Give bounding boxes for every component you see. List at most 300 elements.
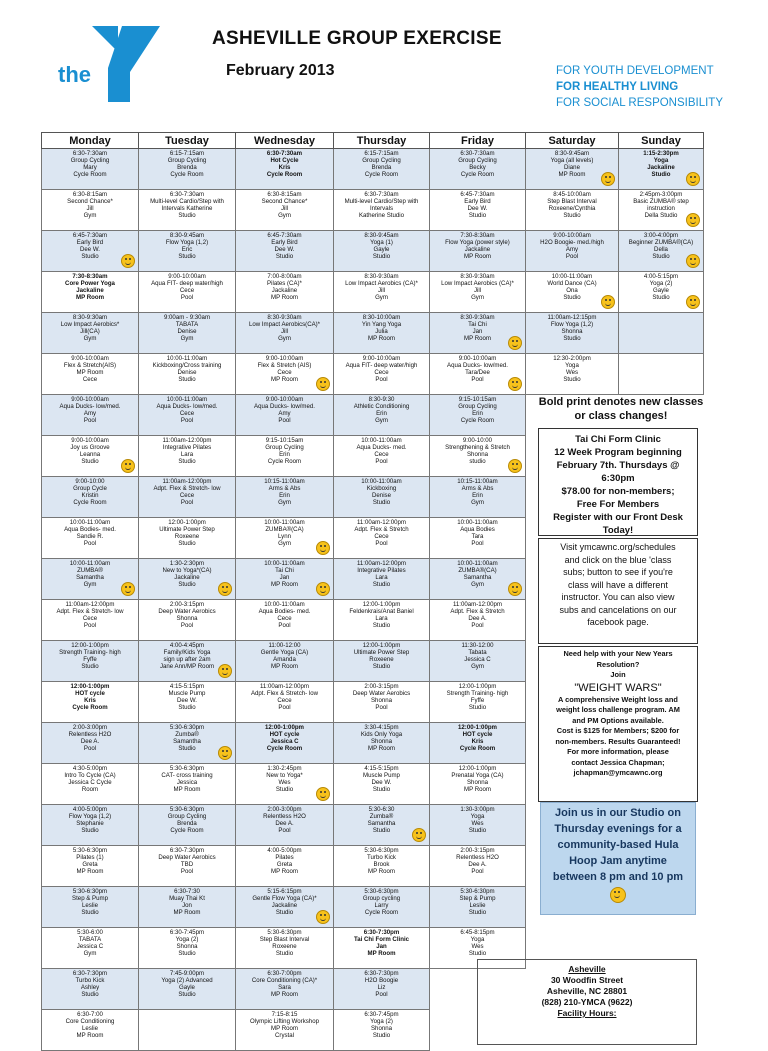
- class-cell-line: 11:00am-12:00pm: [162, 478, 212, 485]
- class-cell-line: TABATA: [175, 321, 199, 328]
- class-cell: [430, 805, 526, 846]
- class-cell: [139, 354, 236, 395]
- resolution-line: Resolution?: [596, 659, 640, 669]
- class-cell-line: Gym: [278, 499, 291, 506]
- class-cell-line: Cycle Room: [267, 458, 302, 465]
- class-cell-line: Wes: [471, 943, 484, 950]
- class-cell-line: Core Conditioning (CA)*: [251, 977, 318, 984]
- class-cell-line: Cycle Room: [266, 745, 303, 752]
- day-header-friday: Friday: [430, 133, 526, 149]
- class-cell: [430, 723, 526, 764]
- tai-chi-clinic-box: [538, 428, 698, 536]
- class-cell: [139, 928, 236, 969]
- class-cell-line: Yoga: [565, 362, 579, 369]
- class-cell-line: Leslie: [82, 902, 98, 909]
- class-cell-line: Relentless H2O: [263, 813, 306, 820]
- class-cell: [42, 272, 139, 313]
- hula-line: Hoop Jam anytime: [569, 855, 667, 867]
- smiley-icon: [316, 910, 330, 924]
- class-cell-line: Erin: [279, 451, 290, 458]
- class-cell-line: Tara/Dee: [465, 369, 490, 376]
- class-cell: [42, 764, 139, 805]
- class-cell-line: Multi-level Cardio/Step with: [344, 198, 419, 205]
- class-cell-line: Pool: [278, 827, 291, 834]
- class-cell-line: Pool: [565, 253, 579, 260]
- class-cell-line: 10:00-11:00am: [457, 519, 498, 526]
- class-cell-line: 6:30-7:45pm: [169, 929, 205, 936]
- class-cell-line: Studio: [178, 704, 196, 711]
- class-cell-line: Studio: [468, 827, 487, 834]
- class-cell-line: 6:30-8:15am: [72, 191, 108, 198]
- class-cell: [139, 969, 236, 1010]
- class-cell: [42, 559, 139, 600]
- class-cell-line: CAT- cross training: [161, 772, 213, 779]
- class-cell-line: 5:30-6:30pm: [169, 724, 205, 731]
- class-cell-line: MP Room: [464, 335, 491, 342]
- class-cell-line: 6:30-7:30am: [72, 150, 108, 157]
- address-box: [477, 959, 697, 1045]
- class-cell-line: 1:30-2:45pm: [267, 765, 302, 772]
- class-cell: [42, 1010, 139, 1051]
- class-cell: [430, 600, 526, 641]
- class-cell: [430, 313, 526, 354]
- class-cell-line: Prenatal Yoga (CA): [451, 772, 504, 779]
- class-cell-line: 6:30-7:30pm: [363, 929, 400, 936]
- class-cell-line: 8:30-9:30am: [267, 314, 302, 321]
- class-cell-line: Roxeene/Cynthia: [548, 205, 596, 212]
- class-cell-line: Gym: [278, 540, 291, 547]
- class-cell: [236, 641, 334, 682]
- class-cell-line: Yoga (all levels): [550, 157, 594, 164]
- class-cell: [139, 559, 236, 600]
- class-cell-line: Feldenkrais/Anat Baniel: [349, 608, 414, 615]
- class-cell-line: Multi-level Cardio/Step with: [150, 198, 224, 205]
- smiley-icon: [218, 746, 232, 760]
- class-cell-line: Core Conditioning: [65, 1018, 115, 1025]
- class-cell: [619, 272, 704, 313]
- class-cell-line: Low Impact Aerobics(CA)*: [248, 321, 321, 328]
- class-cell: [236, 764, 334, 805]
- class-cell-line: 2:00-3:15pm: [364, 683, 399, 690]
- class-cell-line: Brenda: [371, 164, 392, 171]
- class-cell: [526, 354, 619, 395]
- class-cell-line: Yoga (2): [649, 280, 673, 287]
- class-cell-line: Cece: [179, 287, 195, 294]
- class-cell: [334, 1010, 430, 1051]
- class-cell-line: Flow Yoga (1,2): [165, 239, 209, 246]
- class-cell: [430, 887, 526, 928]
- class-cell-line: Fyffe: [470, 697, 485, 704]
- class-cell-line: Kristin: [81, 492, 99, 499]
- hula-line: Thursday evenings for a: [554, 823, 682, 835]
- class-cell: [42, 190, 139, 231]
- class-cell-line: Wes: [278, 779, 291, 786]
- class-cell: [430, 846, 526, 887]
- class-cell-line: 10:00-11:00am: [166, 355, 208, 362]
- class-cell-line: MP Room: [173, 786, 201, 793]
- resolution-line: Join: [610, 670, 626, 679]
- class-cell: [334, 928, 430, 969]
- class-cell-line: Amy: [565, 246, 579, 253]
- smiley-icon: [316, 582, 330, 596]
- class-cell-line: 11:00am-12:00pm: [259, 683, 309, 690]
- class-cell-line: 12:00-1:00pm: [362, 642, 401, 649]
- class-cell: [430, 559, 526, 600]
- smiley-icon: [316, 377, 330, 391]
- class-cell-line: 2:45pm-3:00pm: [639, 191, 683, 198]
- day-header-thursday: Thursday: [334, 133, 430, 149]
- class-cell-line: Leslie: [469, 902, 486, 909]
- class-cell-line: Studio: [563, 294, 581, 301]
- facility-hours-label: Facility Hours:: [557, 1008, 617, 1018]
- smiley-icon: [508, 336, 522, 350]
- tagline-line: FOR SOCIAL RESPONSIBILITY: [556, 97, 724, 109]
- class-cell-line: Low Impact Aerobics (CA)*: [345, 280, 418, 287]
- class-cell-line: 5:30-6:30pm: [267, 929, 302, 936]
- class-cell-line: Cycle Room: [170, 171, 204, 178]
- class-cell-line: Tai Chi Form Clinic: [353, 936, 410, 943]
- class-cell-line: Step Blast Interval: [259, 936, 310, 943]
- class-cell-line: Dee A.: [80, 738, 100, 745]
- class-cell: [139, 395, 236, 436]
- class-cell-line: Cece: [374, 451, 389, 458]
- class-cell-line: Cycle Room: [73, 499, 107, 506]
- class-cell-line: Pilates (1): [76, 854, 104, 861]
- class-cell-line: Greta: [82, 861, 98, 868]
- class-cell-line: Cece: [179, 492, 195, 499]
- class-cell-line: Denise: [372, 492, 391, 499]
- visit-line: class will have a different: [568, 579, 668, 590]
- class-cell-line: Eric: [181, 246, 193, 253]
- taichi-line: Register with our Front Desk: [553, 512, 683, 523]
- class-cell-line: Yoga (2) Advanced: [161, 977, 213, 984]
- smiley-icon: [686, 213, 700, 227]
- taichi-line: 12 Week Program beginning: [554, 447, 682, 458]
- class-cell-line: 6:15-7:15am: [169, 150, 205, 157]
- class-cell-line: Stephanie: [76, 820, 104, 827]
- smiley-icon: [218, 664, 232, 678]
- class-cell: [430, 395, 526, 436]
- class-cell-line: 10:00-11:00am: [166, 396, 208, 403]
- class-cell-line: Intervals Katherine: [161, 205, 213, 212]
- class-cell-line: Liz: [377, 984, 386, 991]
- class-cell-line: Studio: [468, 909, 487, 916]
- class-cell-line: 9:00-10:00am: [168, 273, 206, 280]
- class-cell-line: Family/Kids Yoga: [163, 649, 211, 656]
- class-cell-line: Jill: [473, 287, 482, 294]
- class-cell-line: Dee W.: [274, 246, 295, 253]
- class-cell-line: Studio: [178, 458, 196, 465]
- class-cell-line: 6:30-7:30am: [364, 191, 399, 198]
- class-cell-line: Brenda: [177, 164, 197, 171]
- class-cell-line: Yin Yang Yoga: [361, 321, 402, 328]
- class-cell-line: Aqua Ducks- med.: [356, 444, 407, 451]
- class-cell-line: Lara: [375, 574, 388, 581]
- class-cell-line: Yoga (2): [175, 936, 199, 943]
- page-month: February 2013: [226, 62, 335, 79]
- class-cell: [236, 272, 334, 313]
- class-cell-line: 6:30-7:00pm: [267, 970, 302, 977]
- class-cell-line: MP Room: [271, 294, 298, 301]
- class-cell-line: Kris: [84, 697, 96, 704]
- class-cell-line: 2:00-3:00pm: [267, 806, 302, 813]
- class-cell-line: Larry: [374, 902, 389, 909]
- class-cell-line: Adpt. Flex & Stretch: [354, 526, 409, 533]
- weight-line: and PM Options available.: [572, 715, 664, 725]
- class-cell-line: Studio: [178, 581, 196, 588]
- class-cell-line: Early Bird: [271, 239, 298, 246]
- class-cell-line: Aqua Ducks- low/med.: [254, 403, 315, 410]
- class-cell: [619, 149, 704, 190]
- class-cell-line: Cece: [374, 533, 389, 540]
- class-cell-line: 6:30-7:30am: [460, 150, 495, 157]
- class-cell: [334, 231, 430, 272]
- class-cell-line: 11:00am-12:00pm: [162, 437, 212, 444]
- class-cell-line: Gym: [471, 663, 484, 670]
- class-cell-line: Studio: [468, 950, 487, 957]
- class-cell-line: Pool: [278, 704, 291, 711]
- class-cell-line: 9:00-10:00am: [458, 355, 497, 362]
- class-cell-line: Shonna: [466, 779, 488, 786]
- class-cell-line: Integrative Pilates: [357, 567, 406, 574]
- class-cell-line: Pool: [278, 417, 291, 424]
- class-cell-line: 4:00-4:45pm: [169, 642, 205, 649]
- class-cell-line: 11:00am-12:00pm: [65, 601, 115, 608]
- schedule-row: [42, 272, 704, 313]
- class-cell-line: Studio: [563, 376, 581, 383]
- class-cell-line: Pool: [471, 376, 484, 383]
- class-cell: [334, 969, 430, 1010]
- class-cell-line: Hot Cycle: [270, 157, 299, 164]
- class-cell-line: 9:00-10:00am: [71, 396, 109, 403]
- class-cell-line: Della Studio: [644, 212, 678, 219]
- class-cell-line: 10:00-11:00am: [551, 273, 593, 280]
- class-cell-line: Pool: [471, 540, 484, 547]
- class-cell-line: 12:00-1:00pm: [458, 724, 497, 731]
- class-cell-line: Group Cycle: [73, 485, 107, 492]
- class-cell-line: Aqua Bodies- med.: [258, 608, 311, 615]
- class-cell-line: Cycle Room: [364, 171, 399, 178]
- visit-line: and click on the blue 'class: [564, 554, 672, 565]
- class-cell-line: 6:45-7:30am: [267, 232, 302, 239]
- class-cell-line: 9:00-10:00am: [553, 232, 591, 239]
- class-cell-line: Low Impact Aerobics*: [60, 321, 120, 328]
- class-cell-line: Sara: [278, 984, 291, 991]
- class-cell: [236, 477, 334, 518]
- class-cell: [139, 518, 236, 559]
- class-cell: [334, 641, 430, 682]
- smiley-icon: [601, 172, 615, 186]
- class-cell-line: 2:00-3:15pm: [169, 601, 205, 608]
- class-cell-line: Yoga (1): [370, 239, 393, 246]
- class-cell-line: 11:00am-12:00pm: [356, 519, 406, 526]
- class-cell-line: 7:15-8:15: [271, 1011, 298, 1018]
- class-cell-line: Pool: [180, 499, 194, 506]
- class-cell-line: Beginner ZUMBA®(CA): [628, 239, 694, 246]
- class-cell-line: Studio: [372, 663, 391, 670]
- class-cell-line: 12:00-1:00pm: [458, 683, 497, 690]
- smiley-icon: [121, 582, 135, 596]
- smiley-icon: [121, 459, 135, 473]
- weight-line: contact Jessica Chapman;: [571, 757, 665, 767]
- taichi-line: 6:30pm: [601, 473, 635, 484]
- class-cell-line: Julia: [375, 328, 388, 335]
- class-cell-line: Shonna: [370, 697, 392, 704]
- schedule-row: [42, 149, 704, 190]
- class-cell-line: Lara: [375, 615, 388, 622]
- class-cell-line: Intervals: [369, 205, 394, 212]
- smiley-icon: [686, 172, 700, 186]
- class-cell-line: Deep Water Aerobics: [158, 608, 216, 615]
- svg-text:YMCA: YMCA: [133, 72, 148, 94]
- taichi-line: Free For Members: [576, 499, 660, 510]
- class-cell: [139, 846, 236, 887]
- class-cell: [430, 149, 526, 190]
- class-cell: [42, 846, 139, 887]
- class-cell-line: Deep Water Aerobics: [352, 690, 411, 697]
- class-cell-line: Gym: [83, 335, 97, 342]
- class-cell-line: 1:30-3:00pm: [460, 806, 495, 813]
- class-cell-line: 11:00am-12:00pm: [356, 560, 406, 567]
- class-cell-line: 4:15-5:15pm: [169, 683, 205, 690]
- class-cell: [430, 764, 526, 805]
- bold-print-note: Bold print denotes new classes or class changes!: [538, 396, 704, 422]
- class-cell-line: HOT cycle: [462, 731, 493, 738]
- class-cell: [139, 641, 236, 682]
- class-cell-line: Jill: [86, 205, 94, 212]
- class-cell-line: 12:00-1:00pm: [458, 765, 497, 772]
- class-cell-line: Pool: [83, 745, 97, 752]
- smiley-icon: [508, 459, 522, 473]
- weight-line: weight loss challenge program. AM: [556, 705, 680, 714]
- class-cell-line: MP Room: [173, 909, 201, 916]
- class-cell-line: MP Room: [368, 868, 395, 875]
- class-cell-line: Cece: [82, 615, 98, 622]
- address-city: Asheville, NC 28801: [546, 986, 628, 996]
- class-cell-line: Leslie: [82, 1025, 98, 1032]
- class-cell-line: Jessica: [176, 779, 198, 786]
- class-cell-line: Step & Pump: [459, 895, 496, 902]
- weight-line: jchapman@ymcawnc.org: [573, 768, 663, 777]
- class-cell-line: Intro To Cycle (CA): [64, 772, 116, 779]
- class-cell-line: 9:15-10:15am: [265, 437, 304, 444]
- class-cell-line: Studio: [178, 540, 196, 547]
- class-cell-line: Muscle Pump: [363, 772, 400, 779]
- class-cell: [236, 682, 334, 723]
- class-cell-line: 6:30-7:30pm: [72, 970, 108, 977]
- class-cell: [139, 231, 236, 272]
- class-cell-line: Cece: [82, 376, 98, 383]
- class-cell-line: Kickboxing/Cross training: [152, 362, 222, 369]
- class-cell-line: MP Room: [367, 950, 396, 957]
- class-cell-line: Jackaline: [271, 902, 298, 909]
- class-cell-line: Group Cycling: [362, 157, 401, 164]
- class-cell-line: Group Cycling: [458, 403, 497, 410]
- class-cell-line: Gym: [375, 417, 388, 424]
- class-cell-line: Strength Training- high: [59, 649, 121, 656]
- class-cell: [139, 272, 236, 313]
- class-cell-line: Jan: [376, 943, 387, 950]
- class-cell: [139, 723, 236, 764]
- class-cell-line: Studio: [275, 786, 294, 793]
- class-cell-line: Zumba®: [369, 813, 394, 820]
- class-cell-line: Ona: [566, 287, 578, 294]
- schedule-row: [42, 190, 704, 231]
- class-cell-line: MP Room: [76, 369, 104, 376]
- class-cell-line: 12:00-1:00pm: [70, 683, 110, 690]
- class-cell-line: Studio: [563, 335, 581, 342]
- schedule-row: [42, 231, 704, 272]
- class-cell-line: Fyffe: [83, 656, 97, 663]
- class-cell-line: Pool: [471, 868, 484, 875]
- class-cell-line: 5:30-6:30pm: [72, 847, 108, 854]
- class-cell-line: sign up after 2am: [163, 656, 211, 663]
- class-cell-line: Aqua Ducks- low/med.: [59, 403, 121, 410]
- smiley-icon: [508, 377, 522, 391]
- class-cell: [42, 518, 139, 559]
- class-cell-line: MP Room: [271, 1025, 298, 1032]
- class-cell-line: Low Impact Aerobics (CA)*: [441, 280, 514, 287]
- class-cell-line: Kris: [278, 164, 291, 171]
- class-cell: [430, 436, 526, 477]
- class-cell-line: Olympic Lifting Workshop: [250, 1018, 319, 1025]
- class-cell-line: 6:30-7:30pm: [364, 970, 399, 977]
- class-cell-line: Dee A.: [468, 615, 487, 622]
- class-cell-line: Becky: [469, 164, 486, 171]
- class-cell-line: Studio: [178, 950, 196, 957]
- hula-line: Join us in our Studio on: [555, 807, 681, 819]
- class-cell-line: 8:30-9:45am: [169, 232, 205, 239]
- class-cell-line: Studio: [652, 294, 670, 301]
- hula-line: between 8 pm and 10 pm: [552, 871, 684, 883]
- class-cell-line: Aqua Ducks- low/med.: [156, 403, 218, 410]
- class-cell: [334, 682, 430, 723]
- class-cell-line: 4:30-5:00pm: [72, 765, 108, 772]
- class-cell: [139, 313, 236, 354]
- class-cell-line: Pool: [375, 704, 388, 711]
- class-cell-line: 9:00am - 9:30am: [163, 314, 211, 321]
- class-cell-line: Katherine Studio: [358, 212, 405, 219]
- class-cell-line: Gym: [83, 950, 97, 957]
- class-cell-line: Shonna: [176, 943, 198, 950]
- class-cell-line: TABATA: [78, 936, 102, 943]
- class-cell-line: Roxeene: [369, 656, 394, 663]
- class-cell-line: Erin: [376, 410, 387, 417]
- class-cell-line: Gayle: [179, 984, 195, 991]
- class-cell-line: Pool: [180, 868, 194, 875]
- class-cell: [430, 518, 526, 559]
- class-cell-line: HOT cycle: [269, 731, 300, 738]
- class-cell-line: Diane: [564, 164, 580, 171]
- class-cell-line: Pool: [180, 417, 194, 424]
- class-cell: [42, 313, 139, 354]
- class-cell-line: Jill: [377, 287, 386, 294]
- class-cell: [334, 190, 430, 231]
- class-cell-line: 6:15-7:15am: [364, 150, 399, 157]
- class-cell-line: Yoga (2): [370, 1018, 393, 1025]
- class-cell-line: Turbo Kick: [75, 977, 105, 984]
- class-cell-line: MP Room: [271, 868, 298, 875]
- class-cell: [334, 149, 430, 190]
- class-cell-line: 12:30-2:00pm: [553, 355, 591, 362]
- class-cell-line: studio: [469, 458, 486, 465]
- class-cell-line: Jan: [472, 328, 483, 335]
- class-cell-line: Jackaline: [464, 246, 491, 253]
- class-cell-line: 9:00-10:00am: [362, 355, 401, 362]
- class-cell-line: 12:00-1:00pm: [362, 601, 401, 608]
- class-cell-line: 9:00-10:00am: [71, 437, 109, 444]
- smiley-icon: [218, 582, 232, 596]
